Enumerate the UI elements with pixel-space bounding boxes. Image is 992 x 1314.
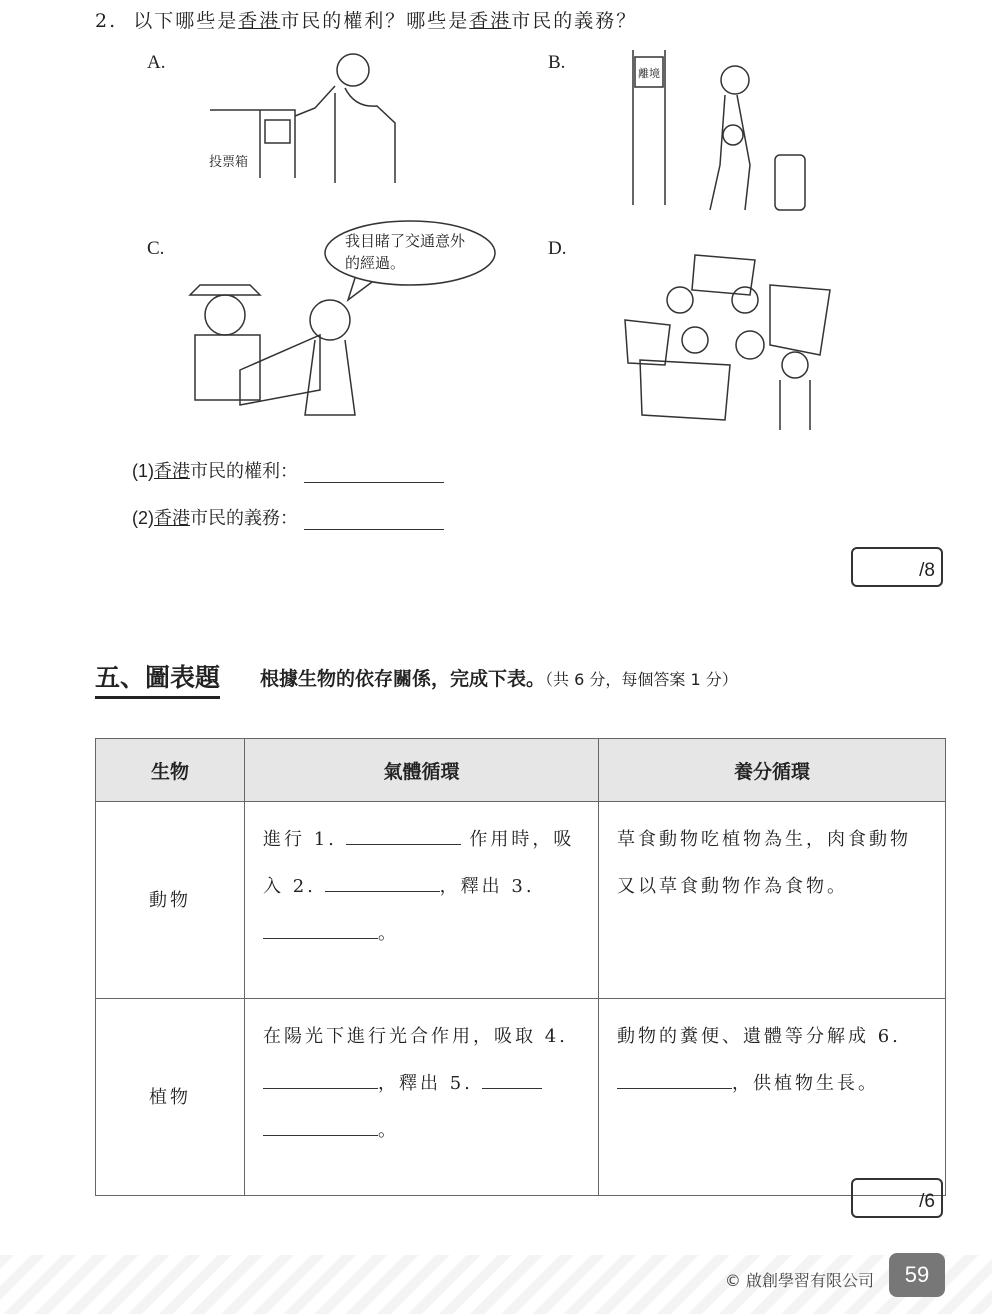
svg-text:投票箱: 投票箱 bbox=[209, 155, 249, 170]
police-witness-illustration: 我目睹了交通意外的經過。 bbox=[180, 220, 500, 425]
dependency-table bbox=[95, 738, 946, 1196]
header-gas-cycle: 氣體循環 bbox=[245, 739, 599, 802]
answer-duties: (2)香港市民的義務： bbox=[132, 504, 444, 530]
header-nutrient-cycle: 養分循環 bbox=[599, 739, 946, 802]
blank-1[interactable] bbox=[346, 824, 461, 845]
organism-animal: 動物 bbox=[96, 802, 245, 999]
blank-6[interactable] bbox=[617, 1068, 732, 1089]
score-box-6: /6 bbox=[851, 1178, 943, 1218]
blank-5-cont[interactable] bbox=[263, 1115, 378, 1136]
page-number: 59 bbox=[889, 1253, 945, 1297]
picture-label-c: C. bbox=[147, 238, 165, 259]
nutrient-cycle-plant: 動物的糞便、遺體等分解成 6. ，供植物生長。 bbox=[599, 999, 946, 1196]
section-instruction: 根據生物的依存關係，完成下表。（共 6 分，每個答案 1 分） bbox=[260, 668, 738, 690]
copyright: © 啟創學習有限公司 bbox=[724, 1271, 874, 1290]
table-row bbox=[96, 802, 946, 999]
section-title: 五、圖表題 bbox=[95, 658, 220, 699]
answer-rights-blank[interactable] bbox=[304, 464, 444, 483]
table-row bbox=[96, 999, 946, 1196]
score-box-8: /8 bbox=[851, 547, 943, 587]
blank-2[interactable] bbox=[325, 871, 440, 892]
svg-text:離境: 離境 bbox=[638, 67, 660, 80]
blank-3[interactable] bbox=[263, 918, 378, 939]
blank-4[interactable] bbox=[263, 1068, 378, 1089]
header-organism: 生物 bbox=[96, 739, 245, 802]
picture-label-d: D. bbox=[548, 238, 567, 259]
organism-plant: 植物 bbox=[96, 999, 245, 1196]
answer-rights: (1)香港市民的權利： bbox=[132, 457, 444, 483]
question-text: 2. 以下哪些是香港市民的權利？哪些是香港市民的義務？ bbox=[95, 10, 638, 32]
picture-label-b: B. bbox=[548, 52, 566, 73]
departure-illustration bbox=[625, 45, 820, 215]
voting-illustration bbox=[205, 48, 405, 183]
blank-5[interactable] bbox=[482, 1068, 542, 1089]
gas-cycle-animal: 進行 1. 作用時，吸入 2. ，釋出 3. 。 bbox=[245, 802, 599, 999]
protest-illustration bbox=[620, 245, 840, 430]
picture-label-a: A. bbox=[147, 52, 166, 73]
answer-duties-blank[interactable] bbox=[304, 511, 444, 530]
gas-cycle-plant: 在陽光下進行光合作用，吸取 4. ，釋出 5. 。 bbox=[245, 999, 599, 1196]
nutrient-cycle-animal: 草食動物吃植物為生，肉食動物又以草食動物作為食物。 bbox=[599, 802, 946, 999]
